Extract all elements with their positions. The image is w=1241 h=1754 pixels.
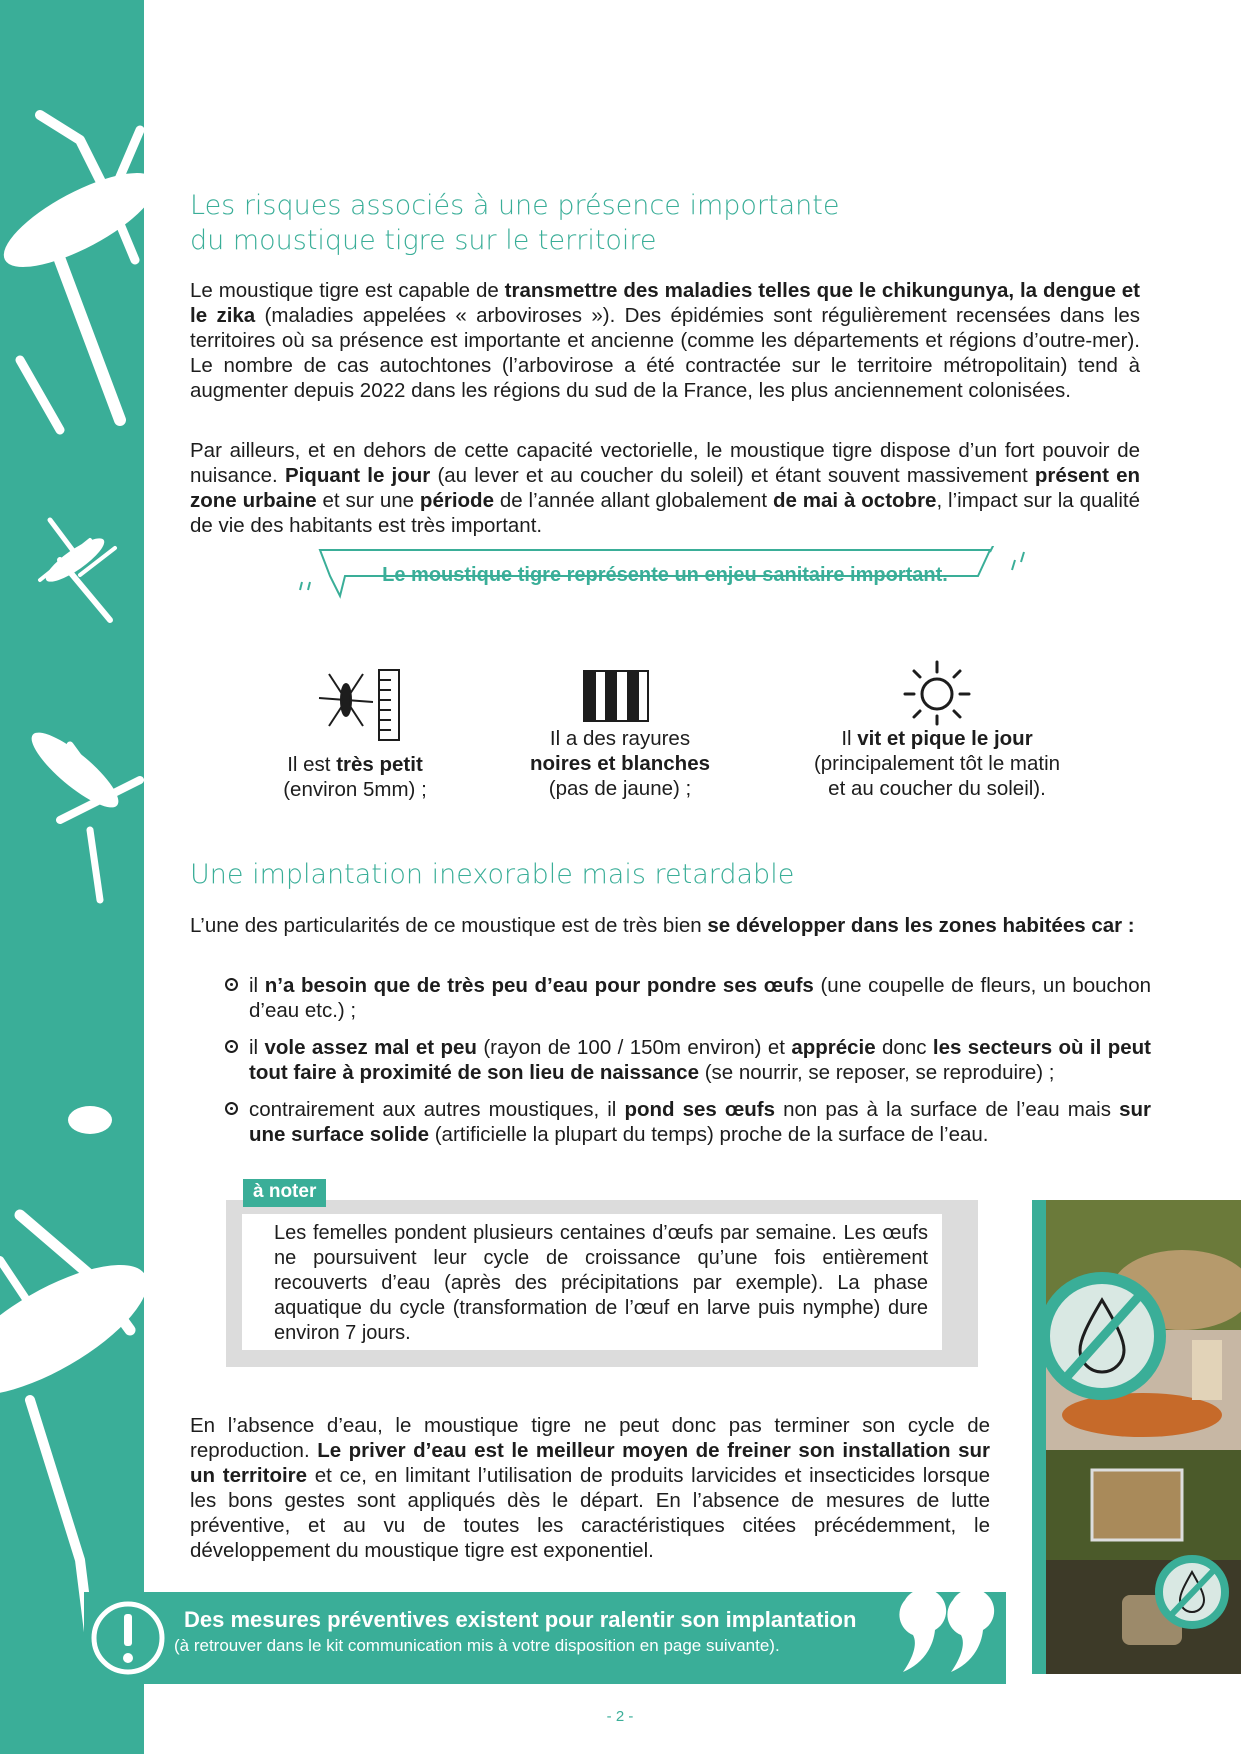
bold-text: se développer dans les zones habitées car : (707, 914, 1135, 937)
quote-mark-icon (895, 1580, 1005, 1690)
banner-subtitle: (à retrouver dans le kit communication mis à votre disposition en page suivante). (174, 1636, 780, 1655)
bold-text: de mai à octobre (772, 489, 937, 512)
text: (artificielle la plupart du temps) proche de la surface de l’eau. (429, 1123, 989, 1146)
mosquito-silhouettes-icon (0, 0, 144, 1754)
section-risques (190, 188, 1140, 258)
text: il (249, 974, 265, 997)
bold-text: apprécie (791, 1036, 876, 1059)
bold-text: pond ses œufs (624, 1098, 776, 1121)
bold-text: les secteurs où il peut tout faire à proximité de son lieu de naissance (249, 1036, 1151, 1084)
bold-text: Piquant le jour (284, 464, 431, 487)
feature-day (777, 726, 1097, 801)
callout-bubble (320, 552, 1010, 604)
paragraph-3 (190, 1413, 990, 1563)
stripes-icon (583, 670, 649, 722)
list-item (225, 1035, 1151, 1085)
title-line-2: du moustique tigre sur le territoire (190, 225, 657, 256)
text: il (249, 1036, 265, 1059)
list-item (225, 973, 1151, 1023)
bold-text: sur une surface solide (249, 1098, 1151, 1146)
bold-text: vole assez mal et peu (264, 1036, 477, 1059)
text: Il a des rayures (549, 727, 691, 750)
list-item (225, 1097, 1151, 1147)
text: donc (875, 1036, 933, 1059)
accent-marks-icon (1008, 548, 1048, 578)
text: (pas de jaune) ; (548, 777, 692, 800)
bold-text: très petit (336, 753, 423, 776)
text: , l’impact sur la qualité de vie des habitants est très important. (190, 489, 1140, 537)
text: (une coupelle de fleurs, un bouchon d’eau etc.) ; (249, 974, 1152, 1022)
text: Il (841, 727, 858, 750)
text: Il est (287, 753, 337, 776)
text: de l’année allant globalement (493, 489, 773, 512)
bold-text: vit et pique le jour (857, 727, 1033, 750)
bullet-list (225, 973, 1151, 1159)
text: (rayon de 100 / 150m environ) et (476, 1036, 792, 1059)
text: Par ailleurs, et en dehors de cette capacité vectorielle, le moustique tigre dispose d’un fort pouvoir de nuisance. (190, 439, 1140, 487)
text: (maladies appelées « arboviroses »). Des épidémies sont régulièrement recensées dans les territoires où sa présence est importante et ancienne (comme les départements et régions d’outre-mer). Le nombre de cas autochtones (l’arbovirose a été contractée sur le territoire métropolitain) tend à augmenter depuis 2022 dans les régions du sud de la France, les plus anciennement colonisées. (190, 304, 1140, 402)
text: non pas à la surface de l’eau mais (775, 1098, 1120, 1121)
text: et au coucher du soleil). (828, 777, 1046, 800)
bullet-icon (225, 1040, 238, 1053)
intro-paragraph (190, 913, 1140, 938)
text: Le moustique tigre est capable de (190, 279, 505, 302)
text: (au lever et au coucher du soleil) et étant souvent massivement (430, 464, 1035, 487)
bold-text: Le priver d’eau est le meilleur moyen de freiner son installation sur un territoire (190, 1439, 990, 1487)
feature-stripes (510, 726, 730, 801)
sun-icon (902, 660, 972, 726)
exclamation-icon (88, 1598, 168, 1678)
paragraph-2 (190, 438, 1140, 538)
bullet-icon (225, 1102, 238, 1115)
banner-title: Des mesures préventives existent pour ralentir son implantation (184, 1607, 857, 1632)
mosquito-ruler-icon (315, 668, 405, 742)
bold-text: n’a besoin que de très peu d’eau pour pondre ses œufs (264, 974, 814, 997)
page-number: - 2 - (606, 1708, 634, 1725)
callout-text: Le moustique tigre représente un enjeu sanitaire important. (382, 564, 948, 586)
bold-text: transmettre des maladies telles que le chikungunya, la dengue et le zika (190, 279, 1140, 327)
text: et ce, en limitant l’utilisation de produits larvicides et insecticides lorsque les bons gestes sont appliqués dès le départ. En l’absence de mesures de lutte préventive, et au vu de toutes les caractéristiques citées précédemment, le développement du moustique tigre est exponentiel. (190, 1464, 991, 1562)
bullet-icon (225, 978, 238, 991)
features-row (190, 660, 1090, 810)
feature-small (250, 752, 460, 802)
section-implantation (190, 857, 1140, 892)
text: (environ 5mm) ; (283, 778, 427, 801)
text: L’une des particularités de ce moustique est de très bien (190, 914, 708, 937)
prevention-banner (84, 1592, 1006, 1684)
decorative-sidebar (0, 0, 144, 1754)
text: contrairement aux autres moustiques, il (249, 1098, 625, 1121)
photo-strip (1032, 1200, 1241, 1674)
bold-text: noires et blanches (529, 752, 710, 775)
title-line-1: Les risques associés à une présence importante (190, 190, 840, 221)
paragraph-1 (190, 278, 1140, 403)
water-containers-photo (1032, 1200, 1241, 1674)
text: et sur une (316, 489, 420, 512)
bold-text: présent en zone urbaine (190, 464, 1140, 512)
note-tag: à noter (243, 1179, 326, 1207)
text: (se nourrir, se reposer, se reproduire) ; (699, 1061, 1055, 1084)
note-text: Les femelles pondent plusieurs centaines d’œufs par semaine. Les œufs ne poursuivent leur cycle de croissance qu’une fois entièrement recouverts d’eau (après des précipitations par exemple). La phase aquatique du cycle (transformation de l’œuf en larve puis nymphe) dure environ 7 jours. (274, 1222, 928, 1344)
bold-text: période (419, 489, 494, 512)
text: En l’absence d’eau, le moustique tigre ne peut donc pas terminer son cycle de reproduction. (190, 1414, 990, 1462)
section-title: Une implantation inexorable mais retardable (190, 859, 795, 890)
text: (principalement tôt le matin (813, 752, 1061, 775)
section-title (190, 188, 1140, 258)
